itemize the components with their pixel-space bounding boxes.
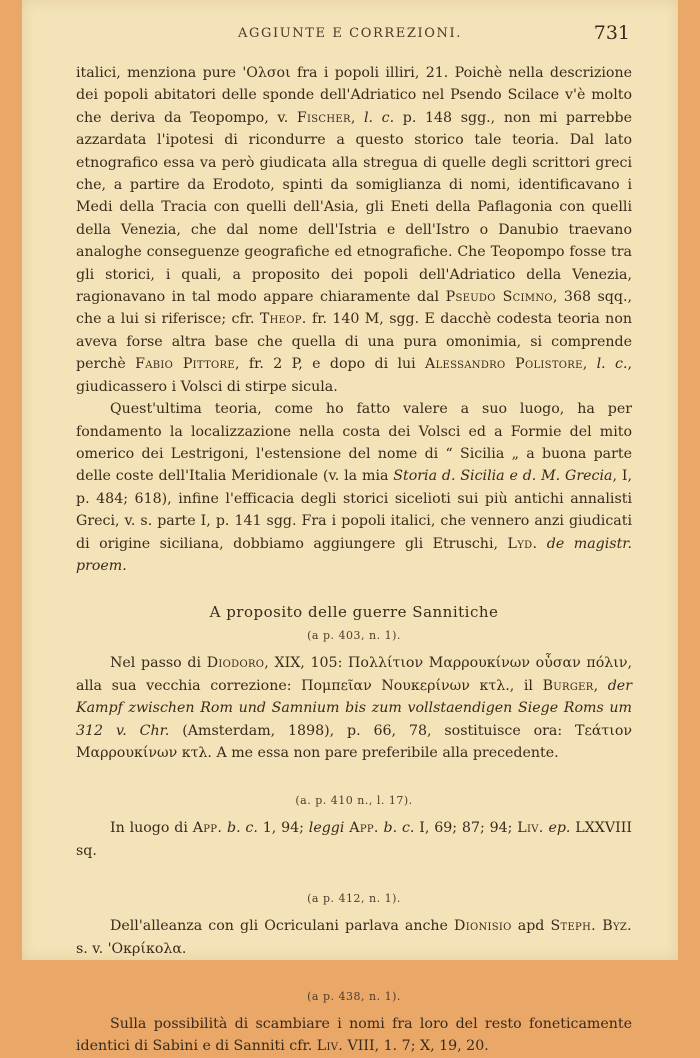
text: apd bbox=[511, 918, 551, 935]
text: , bbox=[350, 109, 364, 126]
text bbox=[537, 536, 547, 552]
text: , giudicassero i Volsci di stirpe sicula. bbox=[76, 356, 632, 395]
text: LXXVIII sq. bbox=[76, 820, 632, 859]
text: Nel passo di bbox=[110, 655, 207, 672]
text: italici, menziona pure 'Ολσοι fra i popoli illiri, 21. Poichè nella descrizione dei popoli abitatori delle sponde dell'Adriatico nel Psendo Scilace v'è molto che deriva da Teopompo, v. bbox=[76, 65, 632, 126]
book-title: Storia d. Sicilia e d. M. Grecia bbox=[393, 468, 613, 485]
book-title: der Kampf zwischen Rom und Samnium bis zum vollstaendigen Siege Roms um 312 v. Chr. bbox=[76, 677, 632, 739]
text: I, 69; 87; 94; bbox=[414, 820, 518, 837]
author-name: App. bbox=[349, 820, 379, 837]
book-page bbox=[22, 0, 678, 1055]
text: Quest'ultima teoria, come ho fatto valere a suo luogo, ha per fondamento la localizzazione nella costa dei Volsci ed a Formie del mito omerico dei Lestrigoni, l'estensione del nome di “ Sicilia „ a buona parte delle coste dell'Italia Meridionale (v. la mia bbox=[76, 401, 632, 485]
text: Dell'alleanza con gli Ocriculani parlava anche bbox=[110, 918, 455, 935]
correction-word: leggi bbox=[308, 820, 345, 837]
author-name: Burger bbox=[542, 677, 594, 694]
text: s. v. 'Οκρίκολα. bbox=[76, 940, 187, 957]
citation: de magistr. proem. bbox=[76, 535, 633, 574]
page-header bbox=[22, 22, 678, 50]
text: VIII, 1. 7; X, 19, 20. bbox=[343, 1038, 489, 1055]
page-reference: (a p. 403, n. 1). bbox=[307, 629, 401, 643]
text: fr. 140 M, sgg. E dacchè codesta teoria non aveva forse altra base che quella di una pura omonimia, si comprende perchè bbox=[76, 311, 632, 373]
text: , bbox=[593, 677, 608, 694]
author-name: Alessandro Polistore bbox=[425, 356, 583, 373]
page-body bbox=[76, 62, 632, 1058]
author-name: Fabio Pittore bbox=[135, 356, 235, 373]
section-title: A proposito delle guerre Sannitiche bbox=[209, 603, 499, 622]
author-name: Lyd. bbox=[507, 535, 538, 552]
text: (Amsterdam, 1898), p. 66, 78, sostituisce ora: Τεάτιον Μαρρουκίνων κτλ. A me essa non pare preferibile alla precedente. bbox=[76, 722, 632, 761]
citation: ep. bbox=[548, 820, 571, 837]
text: , XIX, 105: Πολλίτιον Μαρρουκίνων οὖσαν πόλιν, alla sua vecchia correzione: Πομπεῖαν Νουκερίνων κτλ., il bbox=[76, 655, 632, 694]
text: , bbox=[582, 356, 597, 373]
text: p. 148 sgg., non mi parrebbe azzardata l'ipotesi di ricondurre a questo storico tale teoria. Dal lato etnografico essa va però giudicata alla stregua di quelle degli scrittori greci che, a partire da Erodoto, spinti da somiglianza di nomi, identificavano i Medi della Tracia con quelli dell'Asia, gli Eneti della Paflagonia con quelli della Venezia, che dal nome dell'Istria e dell'Istro o Danubio traevano analoghe conseguenze geografiche ed etnografiche. Che Teopompo fosse tra gli storici, i quali, a proposito dei popoli dell'Adriatico della Venezia, ragionavano in tal modo appare chiaramente dal bbox=[76, 109, 632, 306]
author-name: Theop. bbox=[259, 311, 307, 328]
text: 1, 94; bbox=[257, 820, 309, 837]
citation: l. c. bbox=[596, 356, 628, 373]
author-name: Steph. Byz. bbox=[550, 918, 632, 935]
page-reference: (a. p. 410 n., l. 17). bbox=[295, 794, 413, 808]
citation: b. c. bbox=[227, 820, 258, 837]
paragraph-4 bbox=[76, 817, 632, 862]
page-reference: (a p. 412, n. 1). bbox=[307, 892, 401, 906]
paragraph-6 bbox=[76, 1013, 632, 1058]
author-name: App. bbox=[192, 820, 223, 837]
author-name: Fischer bbox=[296, 109, 351, 126]
author-name: Liv. bbox=[316, 1038, 344, 1055]
text: , I, p. 484; 618), infine l'efficacia degli storici sicelioti sui più antichi annalisti Greci, v. s. parte I, p. 141 sgg. Fra i popoli italici, che vennero anzi giudicati di origine siciliana, dobbiamo aggiungere gli Etruschi, bbox=[76, 468, 632, 552]
paragraph-3 bbox=[76, 652, 632, 764]
page-number: 731 bbox=[593, 22, 630, 44]
text: Sulla possibilità di scambiare i nomi fra loro del resto foneticamente identici di Sabini e di Sanniti cfr. bbox=[76, 1016, 632, 1055]
running-head: AGGIUNTE E CORREZIONI. bbox=[238, 26, 462, 41]
author-name: Diodoro bbox=[206, 655, 265, 672]
paragraph-1 bbox=[76, 62, 632, 398]
paragraph-5 bbox=[76, 915, 632, 960]
text: , fr. 2 P, e dopo di lui bbox=[234, 356, 426, 373]
text: , 368 sqq., che a lui si riferisce; cfr. bbox=[76, 289, 632, 328]
author-name: Liv. bbox=[517, 820, 544, 837]
page-reference: (a p. 438, n. 1). bbox=[307, 990, 401, 1003]
citation: l. c. bbox=[363, 109, 395, 126]
citation: b. c. bbox=[383, 820, 415, 837]
author-name: Pseudo Scimno bbox=[445, 289, 553, 306]
author-name: Dionisio bbox=[454, 918, 512, 935]
paragraph-2 bbox=[76, 398, 632, 577]
text: In luogo di bbox=[110, 820, 193, 837]
